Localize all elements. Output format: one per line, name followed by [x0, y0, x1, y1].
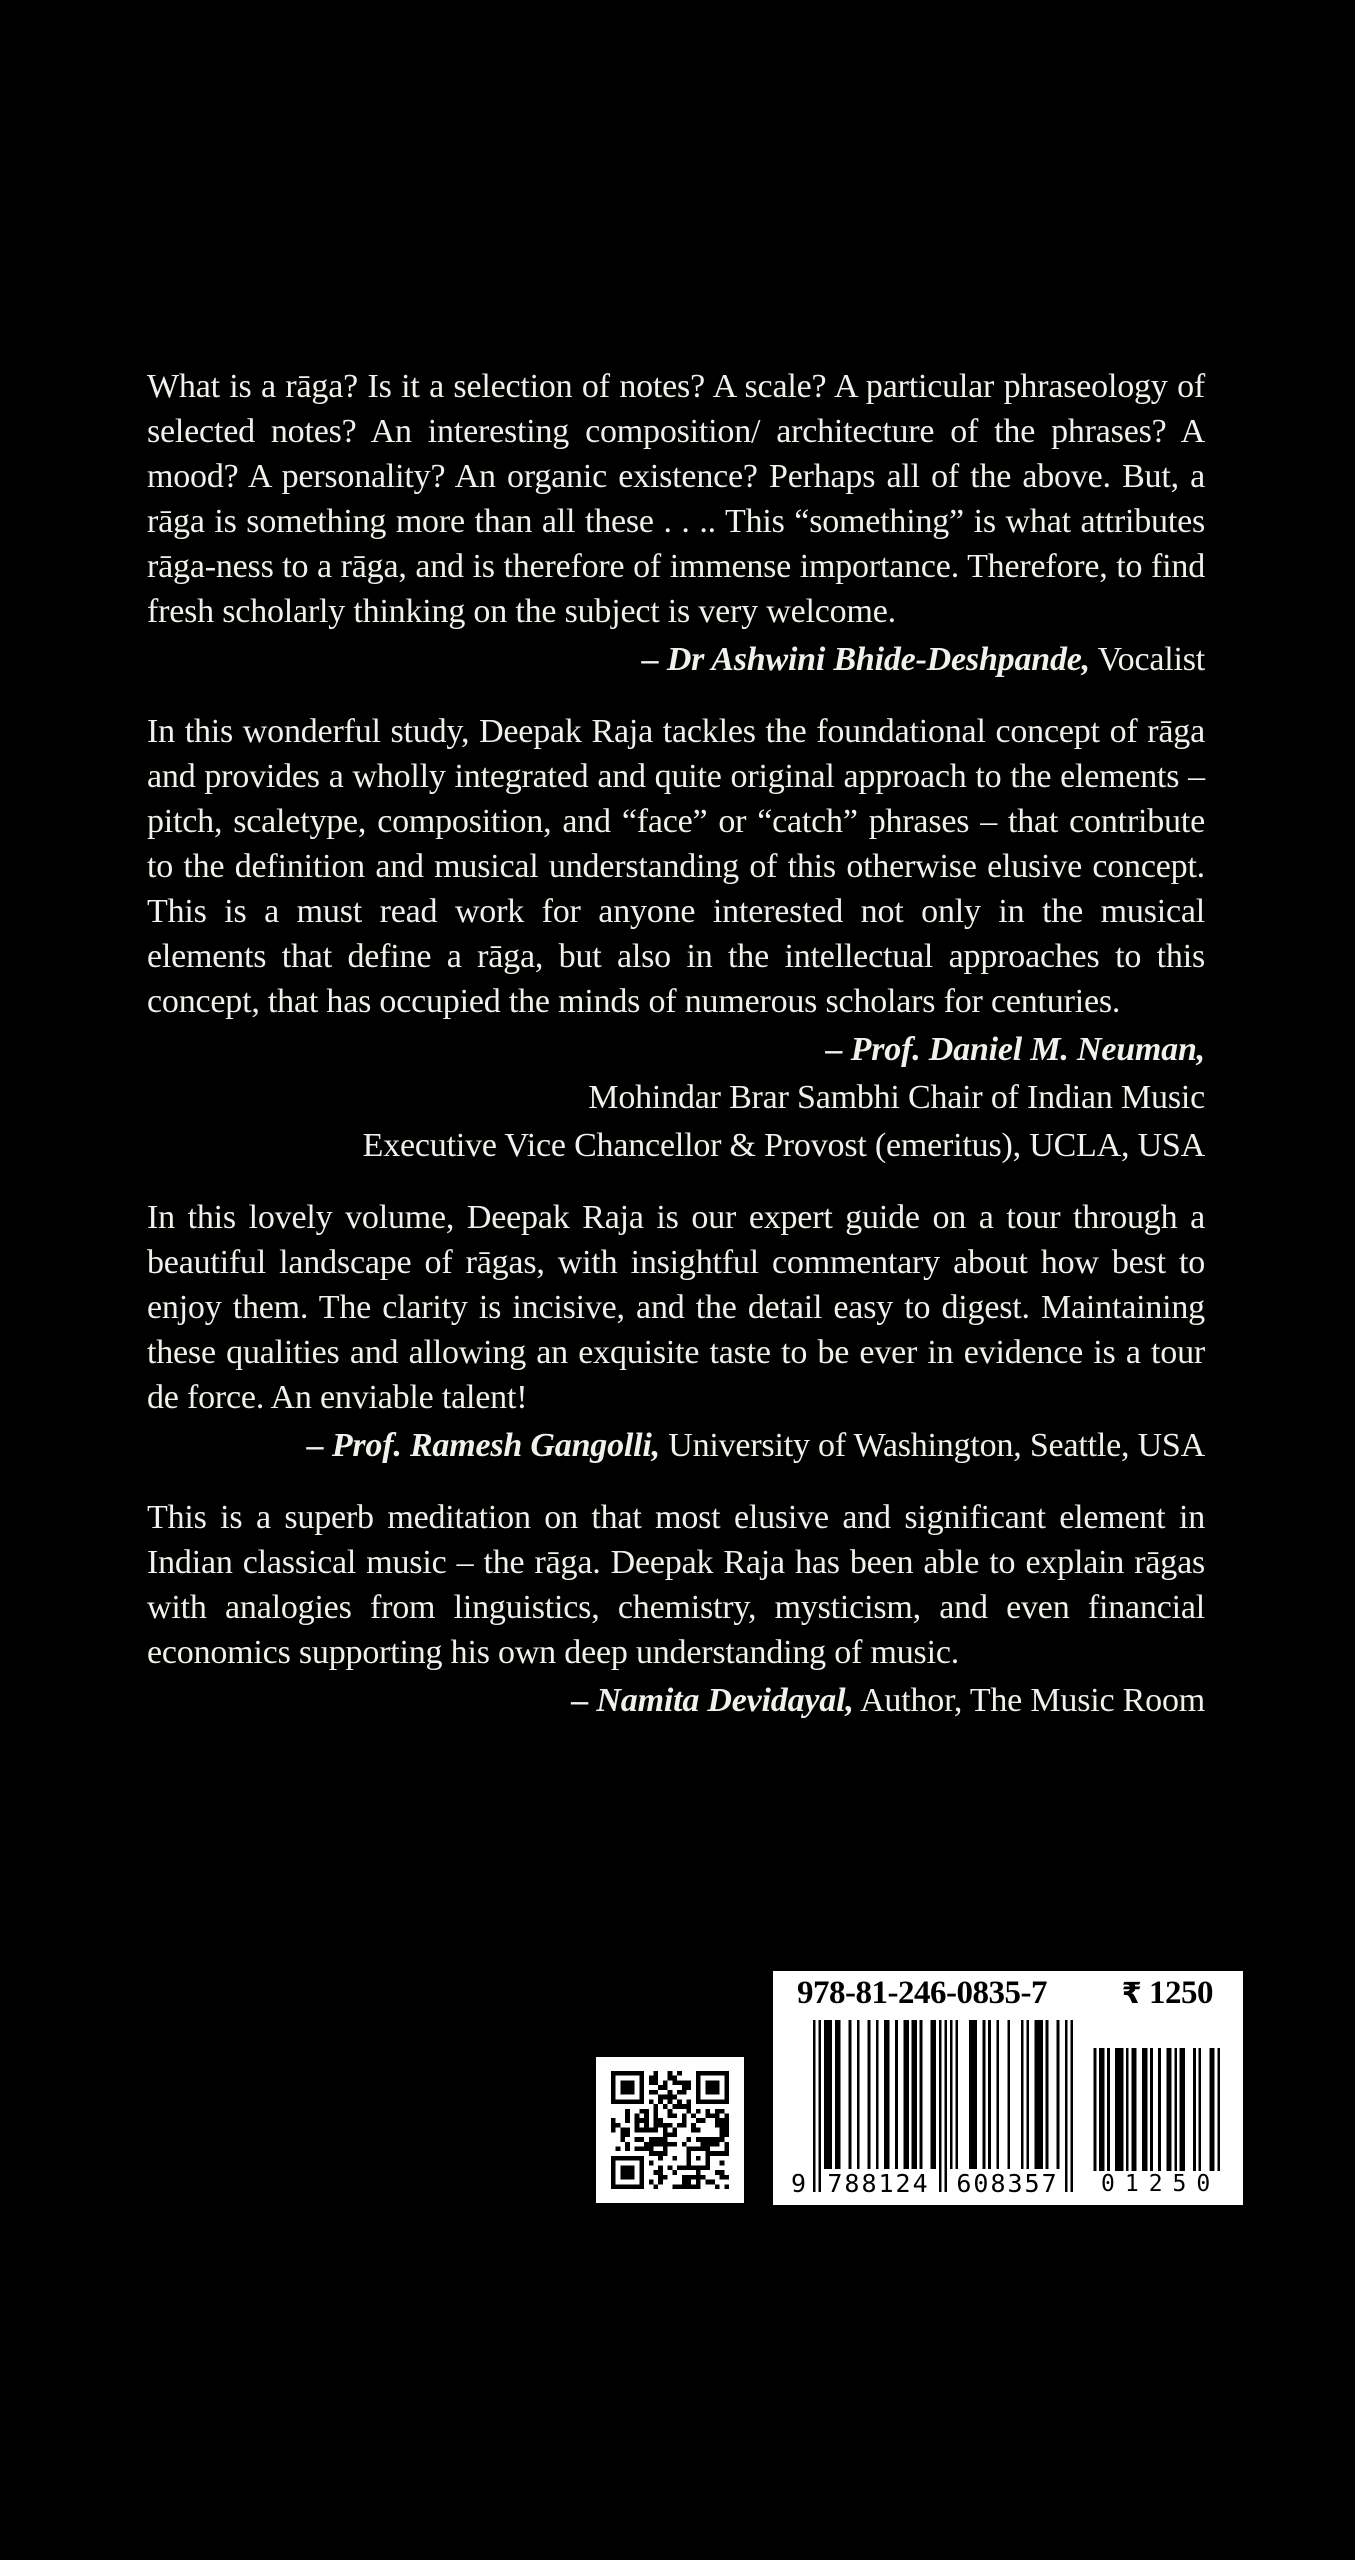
text-run: University of Washington, Seattle, USA — [659, 1427, 1205, 1464]
blurb-quote — [147, 1495, 1205, 1675]
text-run: s with analogies from linguistics, chemistry, mysticism, and even financial economics supporting his own deep understanding of music. — [147, 1544, 1206, 1671]
text-run: tour de force — [147, 1334, 1205, 1416]
text-run: This is a superb meditation on that most elusive and significant element in Indian classical music – the — [147, 1499, 1205, 1581]
text-run: ? Is it a selection of notes? A scale? A particular phraseology of selected notes? An interesting composition/ architecture of the phrases? A mood? A personality? An organic existence? Perhaps all of the above. But, a — [147, 368, 1205, 495]
text-run: Mohindar Brar Sambhi Chair of Indian Music — [588, 1079, 1205, 1116]
price-amount: 1250 — [1149, 1975, 1213, 2011]
blurb-attribution-role — [147, 1075, 1205, 1120]
text-run: rāga — [477, 938, 535, 975]
text-run: Vocalist — [1089, 641, 1205, 678]
text-run: Executive Vice Chancellor & Provost (emeritus), UCLA, USA — [362, 1127, 1205, 1164]
blurb-attribution — [147, 1027, 1205, 1072]
text-run: . An enviable talent! — [255, 1379, 528, 1416]
blurb-attribution — [147, 1678, 1205, 1723]
isbn-text: 978-81-246-0835-7 — [797, 1975, 1047, 2011]
text-run: and provides a wholly integrated and quite original approach to the elements – pitch, scaletype, composition, and “face” or “catch” phrases – that contribute to the definition and musical understanding of this otherwise elusive concept. This is a must read work for anyone interested not only in the musical elements that define a — [147, 758, 1205, 975]
text-run: In this wonderful study, Deepak Raja tackles the foundational concept of — [147, 713, 1148, 750]
ean13-digits-left: 788124 — [821, 2169, 936, 2198]
text-run: The Music Room — [969, 1682, 1205, 1719]
text-run: , and is therefore of immense importance. Therefore, to find fresh scholarly thinking on the subject is very welcome. — [147, 548, 1205, 630]
barcode-panel — [773, 1971, 1243, 2205]
qr-panel — [596, 2057, 744, 2203]
text-run: – Dr Ashwini Bhide-Deshpande, — [641, 641, 1090, 678]
ean13-bars-icon — [813, 2020, 1073, 2192]
blurb-ramesh-gangolli — [147, 1195, 1205, 1468]
text-run: rāga — [147, 503, 205, 540]
ean13-lead-digit: 9 — [791, 2169, 807, 2198]
ean13-barcode — [791, 2020, 1073, 2198]
text-run: rāga — [340, 548, 399, 585]
text-run: s, with insightful commentary about how best to enjoy them. The clarity is incisive, and the detail easy to digest. Maintaining these qualities and allowing an exquisite taste to be ever in evidence is a — [147, 1244, 1206, 1371]
blurb-daniel-neuman — [147, 709, 1205, 1168]
ean5-addon-digits: 01250 — [1091, 2171, 1220, 2198]
ean5-addon-barcode — [1091, 2048, 1220, 2198]
blurb-list — [147, 364, 1205, 1750]
ean13-digits-right: 608357 — [950, 2169, 1065, 2198]
text-run: rāga — [534, 1544, 593, 1581]
text-run: is something more than all these . . .. This “something” is what attributes — [204, 503, 1205, 540]
text-run: Author, — [853, 1682, 970, 1719]
price-text — [1122, 1975, 1213, 2012]
text-run: rāga — [1134, 1544, 1192, 1581]
text-run: rāga — [147, 548, 205, 585]
blurb-quote — [147, 709, 1205, 1024]
text-run: – Prof. Ramesh Gangolli, — [306, 1427, 660, 1464]
blurb-attribution — [147, 637, 1205, 682]
text-run: What is a — [147, 368, 286, 405]
text-run: rāga — [1147, 713, 1205, 750]
barcode-header — [797, 1975, 1213, 2012]
blurb-attribution — [147, 1423, 1205, 1468]
text-run: rāga — [285, 368, 344, 405]
text-run: In this lovely volume, Deepak Raja is our expert guide on a tour through a beautiful landscape of — [147, 1199, 1205, 1281]
blurb-attribution-role — [147, 1123, 1205, 1168]
text-run: -ness to a — [204, 548, 341, 585]
blurb-quote — [147, 1195, 1205, 1420]
blurb-quote — [147, 364, 1205, 634]
rupee-sign: ₹ — [1121, 1976, 1142, 2010]
qr-code-icon — [611, 2071, 729, 2189]
text-run: , but also in the intellectual approaches to this concept, that has occupied the minds of numerous scholars for centuries. — [147, 938, 1205, 1020]
blurb-ashwini-bhide-deshpande — [147, 364, 1205, 682]
blurb-namita-devidayal — [147, 1495, 1205, 1723]
text-run: . Deepak Raja has been able to explain — [592, 1544, 1135, 1581]
text-run: – Namita Devidayal, — [571, 1682, 854, 1719]
text-run: – Prof. Daniel M. Neuman, — [825, 1031, 1205, 1068]
ean5-bars-icon — [1091, 2048, 1220, 2171]
text-run: rāga — [465, 1244, 524, 1281]
